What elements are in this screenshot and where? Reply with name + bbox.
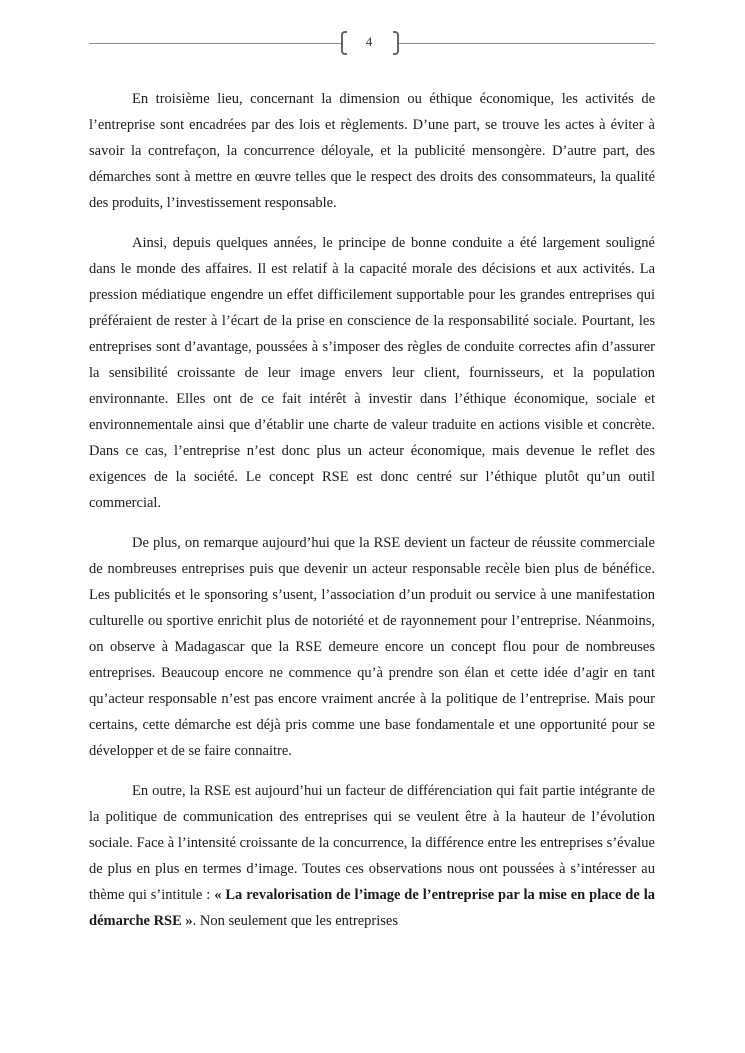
- paragraph-4-intro: En outre, la RSE est aujourd’hui un facteur de différenciation qui fait partie intégrante de la politique de communication des entreprises qui se veulent être à la hauteur de l’évolution sociale. Face à l’intensité croissante de la concurrence, la différence entre les entreprises s’évalue de plus en plus en termes d’image. Toutes ces observations nous ont poussées à s’intéresser au thème qui s’intitule :: [89, 783, 655, 903]
- paragraph-4: [89, 778, 655, 934]
- paragraph-4-end: . Non seulement que les entreprises: [192, 913, 399, 929]
- body-text: [89, 86, 655, 948]
- page-number: 4: [365, 34, 373, 49]
- paragraph-2: Ainsi, depuis quelques années, le principe de bonne conduite a été largement souligné dans le monde des affaires. Il est relatif à la capacité morale des décisions et aux activités. La pression médiatique engendre un effet difficilement supportable pour les grandes entreprises qui préféraient de rester à l’écart de la prise en conscience de la responsabilité sociale. Pourtant, les entreprises sont d’avantage, poussées à s’imposer des règles de conduite correctes afin d’assurer la sensibilité croissante de leur image envers leur client, fournisseurs, et la population environnante. Elles ont de ce fait intérêt à investir dans l’éthique économique, sociale et environnementale ainsi que d’établir une charte de valeur traduite en actions visible et concrète. Dans ce cas, l’entreprise n’est donc plus un acteur économique, mais devenue le reflet des exigences de la société. Le concept RSE est donc centré sur l’éthique plutôt qu’un outil commercial.: [89, 235, 655, 511]
- paragraph-1: En troisième lieu, concernant la dimension ou éthique économique, les activités de l’entreprise sont encadrées par des lois et règlements. D’une part, se trouve les actes à éviter à savoir la contrefaçon, la concurrence déloyale, et la publicité mensongère. D’autre part, des démarches sont à mettre en œuvre telles que le respect des droits des consommateurs, la qualité des produits, l’investissement responsable.: [89, 91, 655, 211]
- paragraph-3: De plus, on remarque aujourd’hui que la RSE devient un facteur de réussite commerciale de nombreuses entreprises puis que devenir un acteur responsable recèle bien plus de bénéfice. Les publicités et le sponsoring s’usent, l’association d’un produit ou service à une manifestation culturelle ou sportive enrichit plus de notoriété et de rayonnement pour l’entreprise. Néanmoins, on observe à Madagascar que la RSE demeure encore un concept flou pour de nombreuses entreprises. Beaucoup encore ne commence qu’à prendre son élan et cette idée d’agir en tant qu’acteur responsable n’est pas encore vraiment ancrée à la politique de l’entreprise. Mais pour certains, cette démarche est déjà pris comme une base fondamentale et une opportunité pour se développer et de se faire connaitre.: [89, 535, 655, 759]
- page-header: [89, 28, 655, 62]
- header-rule-right: [399, 43, 655, 44]
- thesis-theme-title: « La revalorisation de l’image de l’entreprise par la mise en place de la démarche RSE »: [89, 887, 655, 929]
- header-rule-left: [89, 43, 341, 44]
- page-number-bracket-left: [341, 31, 347, 55]
